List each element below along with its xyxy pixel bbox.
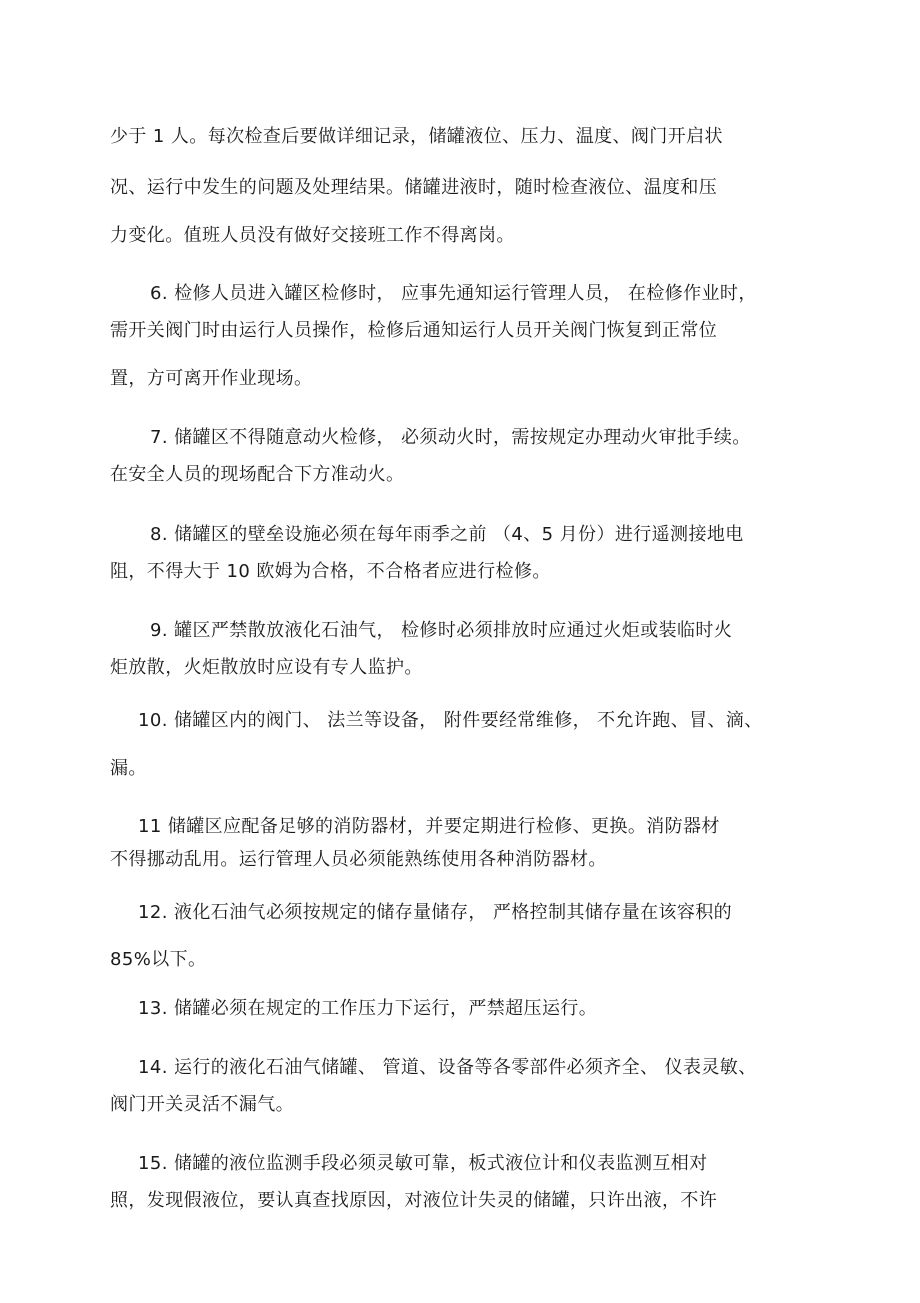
p5-line-2: 况、运行中发生的问题及处理结果。储罐进液时，随时检查液位、温度和压 <box>110 177 718 198</box>
p9-line-1: 9. 罐区严禁散放液化石油气， 检修时必须排放时应通过火炬或装临时火 <box>150 620 733 641</box>
p8-line-1: 8. 储罐区的壁垒设施必须在每年雨季之前 （4、5 月份）进行遥测接地电 <box>150 524 744 545</box>
p14-line-1: 14. 运行的液化石油气储罐、 管道、设备等各零部件必须齐全、 仪表灵敏、 <box>138 1057 757 1078</box>
p15-line-1: 15. 储罐的液位监测手段必须灵敏可靠，板式液位计和仪表监测互相对 <box>138 1153 708 1174</box>
p6-line-3: 置，方可离开作业现场。 <box>110 368 313 389</box>
p6-line-1: 6. 检修人员进入罐区检修时， 应事先通知运行管理人员， 在检修作业时， <box>150 283 757 304</box>
p7-line-2: 在安全人员的现场配合下方准动火。 <box>110 464 405 485</box>
p8-line-2: 阻，不得大于 10 欧姆为合格，不合格者应进行检修。 <box>110 561 551 582</box>
p11-line-2: 不得挪动乱用。运行管理人员必须能熟练使用各种消防器材。 <box>110 849 607 870</box>
p5-line-3: 力变化。值班人员没有做好交接班工作不得离岗。 <box>110 225 515 246</box>
p12-line-1: 12. 液化石油气必须按规定的储存量储存， 严格控制其储存量在该容积的 <box>138 902 733 923</box>
p15-line-2: 照，发现假液位，要认真查找原因，对液位计失灵的储罐，只许出液，不许 <box>110 1190 718 1211</box>
p6-line-2: 需开关阀门时由运行人员操作，检修后通知运行人员开关阀门恢复到正常位 <box>110 320 718 341</box>
p9-line-2: 炬放散，火炬散放时应设有专人监护。 <box>110 657 423 678</box>
p11-line-1: 11 储罐区应配备足够的消防器材，并要定期进行检修、更换。消防器材 <box>138 816 720 837</box>
p5-line-1: 少于 1 人。每次检查后要做详细记录，储罐液位、压力、温度、阀门开启状 <box>110 126 723 147</box>
p12-line-2: 85%以下。 <box>110 949 207 970</box>
p14-line-2: 阀门开关灵活不漏气。 <box>110 1094 294 1115</box>
p7-line-1: 7. 储罐区不得随意动火检修， 必须动火时，需按规定办理动火审批手续。 <box>150 427 751 448</box>
p10-line-2: 漏。 <box>110 758 147 779</box>
p13-line-1: 13. 储罐必须在规定的工作压力下运行，严禁超压运行。 <box>138 998 598 1019</box>
p10-line-1: 10. 储罐区内的阀门、 法兰等设备， 附件要经常维修， 不允许跑、冒、滴、 <box>138 710 763 731</box>
